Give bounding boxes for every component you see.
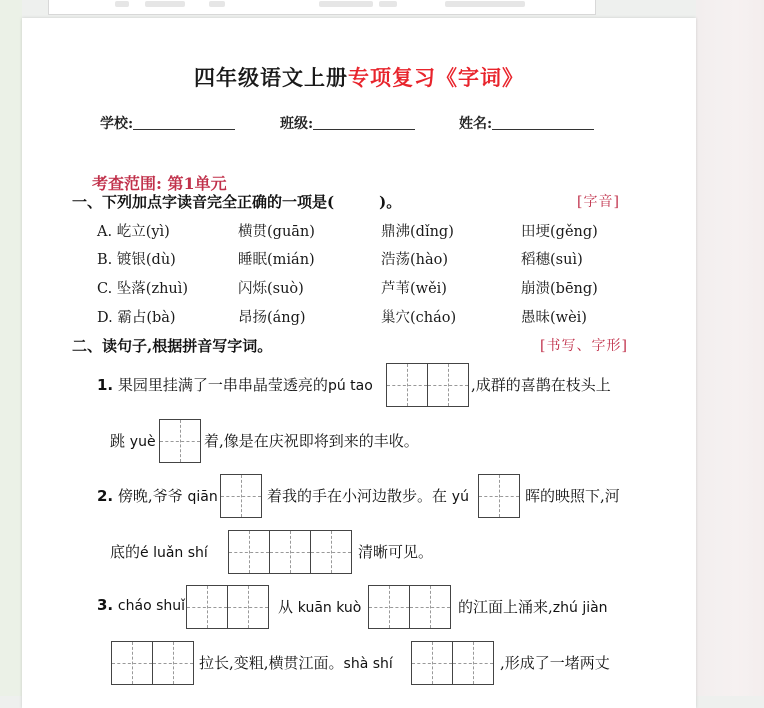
toolbar-icon[interactable] [379, 1, 397, 7]
option-a-2: 横贯(guān) [238, 224, 315, 240]
name-blank[interactable] [492, 117, 594, 130]
option-a-3: 鼎沸(dǐng) [381, 224, 454, 240]
q2-stem: 二、读句子,根据拼音写字词。 [72, 337, 273, 355]
right-margin [696, 0, 764, 696]
viewer-toolbar [48, 0, 596, 15]
toolbar-icon[interactable] [145, 1, 185, 7]
q2-tag: [书写、字形] [540, 338, 628, 354]
option-c-3: 芦苇(wěi) [381, 281, 447, 297]
option-b-2: 睡眠(mián) [238, 252, 315, 268]
toolbar-field[interactable] [445, 1, 525, 7]
sentence-1-part-d: 着,像是在庆祝即将到来的丰收。 [204, 432, 419, 450]
class-field: 班级: [280, 113, 415, 133]
exam-scope: 考查范围: 第1单元 [92, 174, 227, 193]
answer-box-yue[interactable] [159, 419, 201, 463]
sentence-3-part-c: 的江面上涌来,zhú jiàn [458, 598, 608, 616]
option-d-3: 巢穴(cháo) [381, 310, 457, 326]
option-b-3: 浩荡(hào) [381, 252, 449, 268]
option-d-4: 愚昧(wèi) [521, 310, 587, 326]
sentence-3-part-d: 拉长,变粗,横贯江面。shà shí [199, 654, 393, 672]
option-c-1: C. 坠落(zhuì) [97, 281, 189, 297]
sentence-3-part-a: 3. cháo shuǐ [97, 596, 186, 614]
answer-box-zhujian[interactable] [111, 641, 194, 685]
class-blank[interactable] [313, 117, 415, 130]
sentence-1-part-c: 跳 yuè [110, 432, 156, 450]
sentence-2-part-a: 2. 傍晚,爷爷 qiān [97, 487, 218, 505]
option-c-4: 崩溃(bēng) [521, 281, 598, 297]
left-margin [0, 0, 22, 696]
option-d-1: D. 霸占(bà) [97, 310, 176, 326]
option-a-1: A. 屹立(yì) [97, 224, 170, 240]
option-b-1: B. 镀银(dù) [97, 252, 176, 268]
option-a-4: 田埂(gěng) [521, 224, 598, 240]
answer-box-shashi[interactable] [411, 641, 494, 685]
page-title: 四年级语文上册专项复习《字词》 [194, 65, 524, 90]
sentence-2-part-b: 着我的手在小河边散步。在 yú [267, 487, 469, 505]
name-field: 姓名: [459, 113, 594, 133]
q1-stem: 一、下列加点字读音完全正确的一项是( )。 [72, 193, 402, 211]
answer-box-eluanshi[interactable] [228, 530, 352, 574]
answer-box-putao[interactable] [386, 363, 469, 407]
answer-box-kuankuo[interactable] [368, 585, 451, 629]
sentence-1-part-b: ,成群的喜鹊在枝头上 [471, 376, 611, 394]
document-page [22, 18, 696, 708]
sentence-2-part-d: 底的é luǎn shí [110, 543, 208, 561]
q1-tag: [字音] [577, 194, 620, 210]
toolbar-icon[interactable] [209, 1, 225, 7]
answer-box-chaoshui[interactable] [186, 585, 269, 629]
sentence-3-part-b: 从 kuān kuò [278, 598, 362, 616]
toolbar-field[interactable] [319, 1, 373, 7]
answer-box-qian[interactable] [220, 474, 262, 518]
option-c-2: 闪烁(suò) [238, 281, 304, 297]
sentence-1-part-a: 1. 果园里挂满了一串串晶莹透亮的pú tao [97, 376, 373, 394]
toolbar-icon[interactable] [115, 1, 129, 7]
school-blank[interactable] [133, 117, 235, 130]
sentence-3-part-e: ,形成了一堵两丈 [500, 654, 610, 672]
sentence-2-part-e: 清晰可见。 [358, 543, 434, 561]
school-field: 学校: [100, 113, 235, 133]
option-d-2: 昂扬(áng) [238, 310, 306, 326]
option-b-4: 稻穗(suì) [521, 252, 583, 268]
sentence-2-part-c: 晖的映照下,河 [525, 487, 620, 505]
answer-box-yu[interactable] [478, 474, 520, 518]
